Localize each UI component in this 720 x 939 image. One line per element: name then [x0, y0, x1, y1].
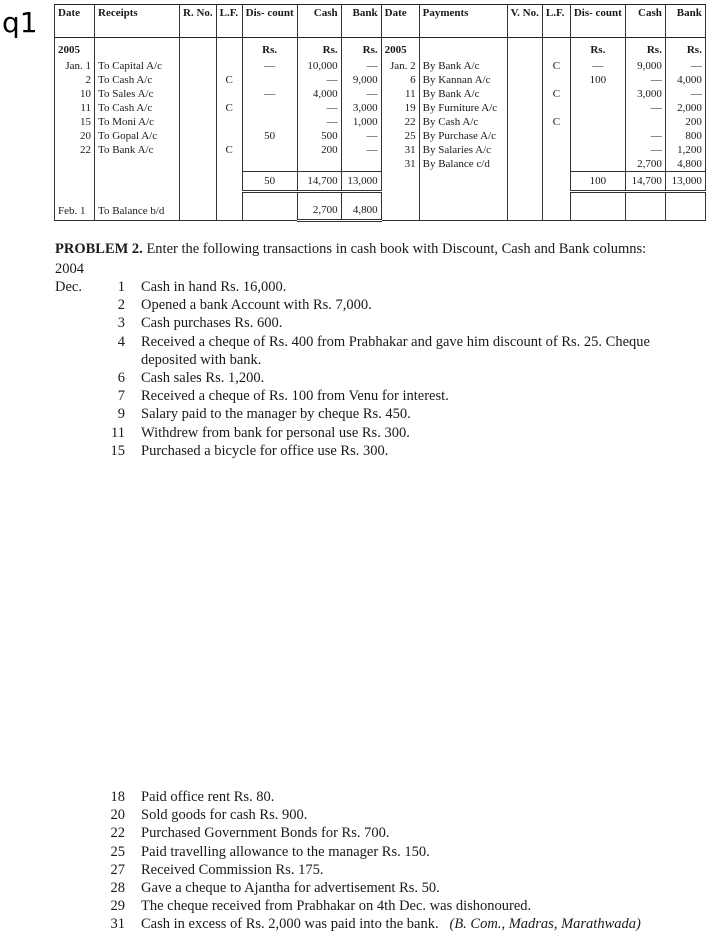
cell-receipt-particulars: To Capital A/c [95, 59, 180, 73]
month-spacer [55, 387, 95, 405]
table-row [55, 115, 706, 129]
cell-receipt-lf [216, 157, 242, 172]
col-cash-payments: Cash [625, 5, 665, 38]
cell-payment-cash: 3,000 [625, 87, 665, 101]
cell-receipt-particulars: To Cash A/c [95, 73, 180, 87]
cell-receipt-cash: 500 [297, 129, 341, 143]
entry-text-wrap [141, 369, 671, 387]
cell-receipt-bank: 9,000 [341, 73, 381, 87]
cell-payment-cash: 9,000 [625, 59, 665, 73]
list-item [55, 824, 671, 842]
list-item [55, 296, 671, 314]
entry-day: 11 [111, 424, 125, 441]
entry-text: Cash in excess of Rs. 2,000 was paid into the bank. [141, 916, 439, 933]
list-item [55, 369, 671, 387]
cell-receipt-cash [297, 157, 341, 172]
unit-rs: Rs. [341, 38, 381, 60]
month-spacer [55, 369, 95, 387]
cell-payment-discount [570, 129, 625, 143]
list-item [55, 861, 671, 879]
entry-day: 20 [110, 807, 125, 824]
entry-day: 27 [110, 861, 125, 878]
cell-payment-particulars: By Salaries A/c [419, 143, 507, 157]
units-row [55, 38, 706, 60]
cell-date [55, 157, 95, 172]
table-row [55, 59, 706, 73]
col-lf: L.F. [216, 5, 242, 38]
balance-row [55, 192, 706, 221]
entry-text-wrap [141, 405, 671, 423]
cell-payment-discount [570, 87, 625, 101]
entry-text-wrap [141, 915, 671, 933]
cell-receipt-r-no [180, 59, 217, 73]
month-label: Dec. [55, 279, 82, 295]
cell-payment-cash [625, 115, 665, 129]
cell-receipt-r-no [180, 73, 217, 87]
entry-text: Paid travelling allowance to the manager Rs. 150. [141, 843, 430, 860]
cell-receipt-r-no [180, 143, 217, 157]
cell-date: 22 [55, 143, 95, 157]
balance-cash: 2,700 [297, 192, 341, 221]
entry-day: 29 [110, 898, 125, 915]
header-row [55, 5, 706, 38]
year-label: 2005 [55, 38, 95, 60]
cell-payment-particulars: By Kannan A/c [419, 73, 507, 87]
col-bank-payments: Bank [665, 5, 705, 38]
cell-receipt-cash: 200 [297, 143, 341, 157]
cell-payment-v-no [507, 143, 542, 157]
cell-payment-cash: — [625, 73, 665, 87]
list-item [55, 879, 671, 897]
table-row [55, 143, 706, 157]
entry-text-wrap [141, 806, 671, 824]
entry-day: 3 [117, 315, 125, 332]
cell-receipt-bank: 3,000 [341, 101, 381, 115]
cell-receipt-particulars: To Sales A/c [95, 87, 180, 101]
cell-payment-bank: 800 [665, 129, 705, 143]
cell-payment-v-no [507, 129, 542, 143]
cell-receipt-r-no [180, 157, 217, 172]
cell-payment-lf: C [542, 87, 570, 101]
total-payment-bank: 13,000 [665, 172, 705, 192]
cell-payment-bank: 4,000 [665, 73, 705, 87]
cell-receipt-discount [242, 115, 297, 129]
cell-payment-date: 11 [381, 87, 419, 101]
entry-day: 2 [117, 297, 125, 314]
entry-text-wrap [141, 879, 671, 897]
entry-text-wrap [141, 387, 671, 405]
entry-day: 31 [110, 916, 125, 933]
col-date: Date [55, 5, 95, 38]
cell-payment-lf [542, 101, 570, 115]
problem-text: Enter the following transactions in cash book with Discount, Cash and Bank columns: [146, 241, 647, 257]
list-item [55, 788, 671, 806]
unit-rs: Rs. [625, 38, 665, 60]
total-receipt-discount: 50 [242, 172, 297, 192]
cell-payment-cash: 2,700 [625, 157, 665, 172]
cell-receipt-particulars [95, 157, 180, 172]
entry-text-wrap [141, 296, 671, 314]
cell-payment-discount [570, 143, 625, 157]
entry-text: Received a cheque of Rs. 400 from Prabhakar and gave him discount of Rs. 25. Cheque deposited with bank. [141, 333, 650, 368]
cell-payment-v-no [507, 59, 542, 73]
list-item [55, 806, 671, 824]
balance-date: Feb. 1 [55, 192, 95, 221]
entry-text-wrap [141, 843, 671, 861]
table-row [55, 73, 706, 87]
entry-day: 22 [110, 825, 125, 842]
cell-receipt-bank: — [341, 59, 381, 73]
cell-receipt-particulars: To Cash A/c [95, 101, 180, 115]
cell-receipt-r-no [180, 129, 217, 143]
list-item [55, 897, 671, 915]
cell-date: 10 [55, 87, 95, 101]
col-lf-payments: L.F. [542, 5, 570, 38]
total-payment-discount: 100 [570, 172, 625, 192]
entry-day: 6 [117, 370, 125, 387]
cell-date: 11 [55, 101, 95, 115]
cell-payment-v-no [507, 115, 542, 129]
unit-rs: Rs. [665, 38, 705, 60]
col-v-no: V. No. [507, 5, 542, 38]
entry-text: Received a cheque of Rs. 100 from Venu for interest. [141, 388, 449, 405]
table-row [55, 87, 706, 101]
cell-receipt-cash: 4,000 [297, 87, 341, 101]
cell-receipt-bank: 1,000 [341, 115, 381, 129]
cell-receipt-discount [242, 73, 297, 87]
month-spacer [55, 915, 95, 933]
cell-payment-lf [542, 143, 570, 157]
cell-receipt-particulars: To Moni A/c [95, 115, 180, 129]
cell-receipt-lf [216, 115, 242, 129]
source-citation: (B. Com., Madras, Marathwada) [449, 916, 641, 933]
cell-payment-discount [570, 115, 625, 129]
cell-date: 15 [55, 115, 95, 129]
entry-day: 15 [110, 442, 125, 459]
cell-payment-cash: — [625, 143, 665, 157]
entry-text: Cash in hand Rs. 16,000. [141, 279, 287, 295]
entry-text: Purchased Government Bonds for Rs. 700. [141, 825, 390, 842]
transaction-list-top [55, 278, 671, 460]
entry-text: The cheque received from Prabhakar on 4th Dec. was dishonoured. [141, 898, 532, 915]
cell-receipt-r-no [180, 115, 217, 129]
entry-text: Withdrew from bank for personal use Rs. 300. [141, 424, 410, 441]
cell-payment-date: 31 [381, 157, 419, 172]
entry-day: 1 [117, 279, 125, 295]
list-item [55, 278, 671, 296]
cell-payment-discount [570, 101, 625, 115]
cell-receipt-bank [341, 157, 381, 172]
entry-text-wrap [141, 424, 671, 442]
cell-payment-date: 19 [381, 101, 419, 115]
list-item [55, 843, 671, 861]
entry-text: Opened a bank Account with Rs. 7,000. [141, 297, 372, 314]
cell-payment-lf [542, 157, 570, 172]
total-receipt-bank: 13,000 [341, 172, 381, 192]
cell-receipt-r-no [180, 101, 217, 115]
entry-text-wrap [141, 897, 671, 915]
cell-receipt-r-no [180, 87, 217, 101]
cell-payment-cash: — [625, 101, 665, 115]
list-item [55, 424, 671, 442]
entry-text: Gave a cheque to Ajantha for advertisement Rs. 50. [141, 880, 440, 897]
cell-payment-particulars: By Cash A/c [419, 115, 507, 129]
cell-receipt-cash: 10,000 [297, 59, 341, 73]
cell-receipt-discount: — [242, 87, 297, 101]
problem-statement [55, 240, 675, 258]
col-discount: Dis- count [242, 5, 297, 38]
cell-receipt-bank: — [341, 129, 381, 143]
table-row [55, 157, 706, 172]
cell-receipt-cash: — [297, 73, 341, 87]
unit-rs: Rs. [242, 38, 297, 60]
month-spacer [55, 788, 95, 806]
cell-payment-date: 6 [381, 73, 419, 87]
month-spacer [55, 824, 95, 842]
cell-payment-date: 22 [381, 115, 419, 129]
cell-receipt-discount [242, 143, 297, 157]
total-receipt-cash: 14,700 [297, 172, 341, 192]
cell-payment-discount: — [570, 59, 625, 73]
col-date-payments: Date [381, 5, 419, 38]
cell-receipt-discount [242, 157, 297, 172]
entry-text: Purchased a bicycle for office use Rs. 300. [141, 442, 389, 459]
cell-receipt-bank: — [341, 143, 381, 157]
cell-receipt-discount [242, 101, 297, 115]
question-label: q1 [2, 6, 38, 39]
cell-payment-date: Jan. 2 [381, 59, 419, 73]
month-spacer [55, 296, 95, 314]
list-item [55, 915, 671, 933]
entry-day: 28 [110, 880, 125, 897]
cell-receipt-lf: C [216, 143, 242, 157]
cell-payment-lf: C [542, 59, 570, 73]
cell-payment-lf [542, 73, 570, 87]
col-payments: Payments [419, 5, 507, 38]
cell-payment-bank: — [665, 59, 705, 73]
entry-text: Received Commission Rs. 175. [141, 861, 324, 878]
cell-receipt-cash: — [297, 101, 341, 115]
cell-date: 20 [55, 129, 95, 143]
cell-receipt-cash: — [297, 115, 341, 129]
entry-day: 18 [110, 789, 125, 805]
entry-text: Cash purchases Rs. 600. [141, 315, 283, 332]
entry-day: 25 [110, 843, 125, 860]
cell-payment-date: 31 [381, 143, 419, 157]
cell-receipt-lf: C [216, 101, 242, 115]
cell-date: 2 [55, 73, 95, 87]
total-payment-cash: 14,700 [625, 172, 665, 192]
month-spacer [55, 405, 95, 423]
list-item [55, 442, 671, 460]
col-bank: Bank [341, 5, 381, 38]
table-row [55, 129, 706, 143]
entry-day: 4 [117, 333, 125, 350]
cell-payment-particulars: By Furniture A/c [419, 101, 507, 115]
cell-payment-v-no [507, 157, 542, 172]
entry-text-wrap [141, 314, 671, 332]
cell-payment-date: 25 [381, 129, 419, 143]
entry-text: Sold goods for cash Rs. 900. [141, 807, 308, 824]
transaction-list-bottom [55, 788, 671, 934]
cell-payment-particulars: By Bank A/c [419, 87, 507, 101]
col-receipts: Receipts [95, 5, 180, 38]
cell-receipt-lf [216, 59, 242, 73]
problem-year: 2004 [55, 261, 84, 277]
cell-payment-v-no [507, 87, 542, 101]
balance-particulars: To Balance b/d [95, 192, 180, 221]
cell-payment-particulars: By Balance c/d [419, 157, 507, 172]
entry-text-wrap [141, 861, 671, 879]
table-row [55, 101, 706, 115]
entry-day: 7 [117, 388, 125, 405]
cell-receipt-lf [216, 129, 242, 143]
col-cash: Cash [297, 5, 341, 38]
list-item [55, 387, 671, 405]
cell-payment-cash: — [625, 129, 665, 143]
cell-payment-bank: 2,000 [665, 101, 705, 115]
entry-text-wrap [141, 824, 671, 842]
cell-payment-bank: — [665, 87, 705, 101]
month-spacer [55, 806, 95, 824]
list-item [55, 405, 671, 423]
cell-payment-bank: 200 [665, 115, 705, 129]
entry-text: Paid office rent Rs. 80. [141, 789, 275, 805]
cell-payment-particulars: By Bank A/c [419, 59, 507, 73]
entry-text-wrap [141, 788, 671, 806]
totals-row [55, 172, 706, 192]
month-spacer [55, 442, 95, 460]
year-label: 2005 [381, 38, 419, 60]
cell-receipt-lf [216, 87, 242, 101]
cell-receipt-bank: — [341, 87, 381, 101]
month-spacer [55, 879, 95, 897]
cell-payment-lf [542, 129, 570, 143]
problem-title: PROBLEM 2. [55, 241, 143, 257]
month-spacer [55, 314, 95, 332]
cell-date: Jan. 1 [55, 59, 95, 73]
cell-payment-discount [570, 157, 625, 172]
cell-payment-v-no [507, 101, 542, 115]
list-item [55, 333, 671, 369]
month-spacer [55, 861, 95, 879]
balance-bank: 4,800 [341, 192, 381, 221]
month-spacer [55, 843, 95, 861]
unit-rs: Rs. [570, 38, 625, 60]
cell-receipt-particulars: To Gopal A/c [95, 129, 180, 143]
cell-receipt-particulars: To Bank A/c [95, 143, 180, 157]
cell-payment-discount: 100 [570, 73, 625, 87]
cash-book-table [54, 4, 706, 222]
entry-text-wrap [141, 278, 671, 296]
entry-text: Salary paid to the manager by cheque Rs. 450. [141, 406, 411, 423]
cell-receipt-discount: 50 [242, 129, 297, 143]
cell-payment-v-no [507, 73, 542, 87]
entry-text: Cash sales Rs. 1,200. [141, 370, 265, 387]
cell-receipt-discount: — [242, 59, 297, 73]
unit-rs: Rs. [297, 38, 341, 60]
entry-text-wrap [141, 333, 671, 369]
month-spacer [55, 424, 95, 442]
month-spacer [55, 897, 95, 915]
cell-receipt-lf: C [216, 73, 242, 87]
col-discount-payments: Dis- count [570, 5, 625, 38]
list-item [55, 314, 671, 332]
entry-day: 9 [117, 406, 125, 423]
entry-text-wrap [141, 442, 671, 460]
cell-payment-lf: C [542, 115, 570, 129]
cell-payment-bank: 4,800 [665, 157, 705, 172]
col-r-no: R. No. [180, 5, 217, 38]
month-spacer [55, 333, 95, 369]
cell-payment-particulars: By Purchase A/c [419, 129, 507, 143]
cell-payment-bank: 1,200 [665, 143, 705, 157]
